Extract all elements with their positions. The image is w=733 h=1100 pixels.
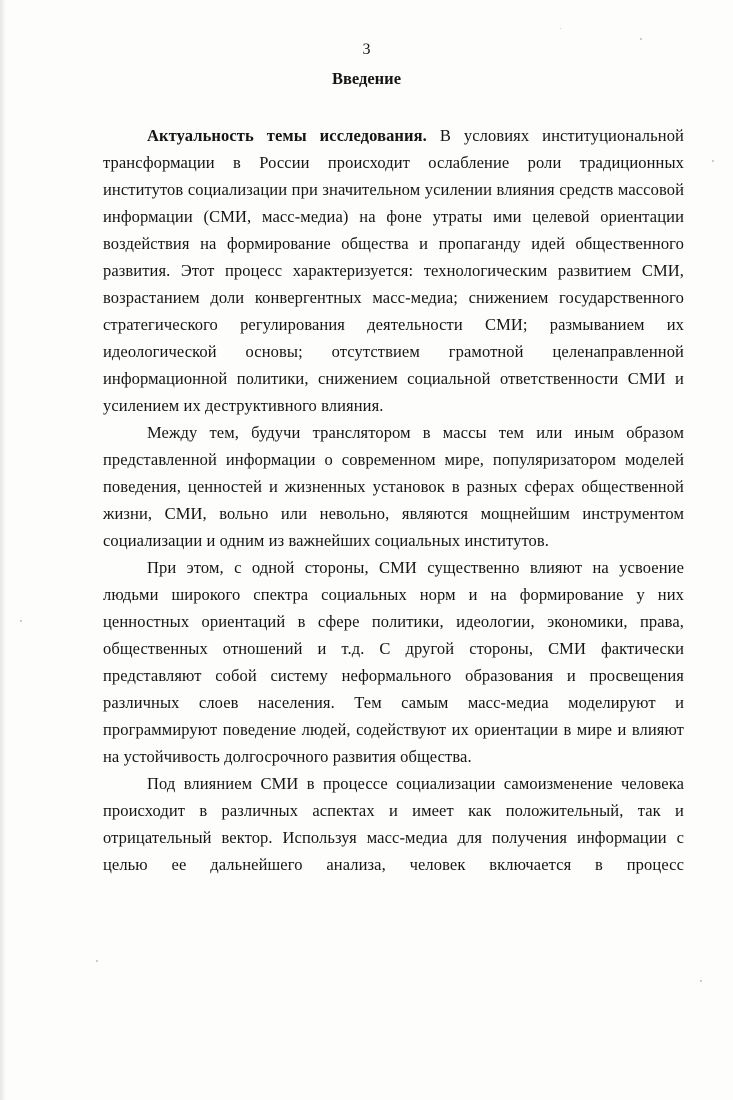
paragraph-text: В условиях институциональной трансформации в России происходит ослабление роли традиционных институтов социализации при значительном усилении влияния средств массовой информации (СМИ, масс-медиа) на фоне утраты ими целевой ориентации воздействия на формирование общества и пропаганду идей общественного развития. Этот процесс характеризуется: технологическим развитием СМИ, возрастанием доли конвергентных масс-медиа; снижением государственного стратегического регулирования деятельности СМИ; размыванием их идеологической основы; отсутствием грамотной целенаправленной информационной политики, снижением социальной ответственности СМИ и усилением их деструктивного влияния. <box>103 126 684 415</box>
paragraph-text: Между тем, будучи транслятором в массы тем или иным образом представленной информации о современном мире, популяризатором моделей поведения, ценностей и жизненных установок в разных сферах общественной жизни, СМИ, вольно или невольно, являются мощнейшим инструментом социализации и одним из важнейших социальных институтов. <box>103 423 684 550</box>
scan-speck <box>96 960 98 962</box>
paragraph-text: При этом, с одной стороны, СМИ существенно влияют на усвоение людьми широкого спектра социальных норм и на формирование у них ценностных ориентаций в сфере политики, идеологии, экономики, права, общественных отношений и т.д. С другой стороны, СМИ фактически представляют собой систему неформального образования и просвещения различных слоев населения. Тем самым масс-медиа моделируют и программируют поведение людей, содействуют их ориентации в мире и влияют на устойчивость долгосрочного развития общества. <box>103 558 684 766</box>
body-text <box>103 122 684 878</box>
paragraph-media-role <box>103 419 684 554</box>
page-number: 3 <box>362 41 371 58</box>
paragraph-lead: Актуальность темы исследования. <box>147 126 427 145</box>
paragraph-relevance <box>103 122 684 419</box>
section-heading: Введение <box>331 69 402 88</box>
scan-speck <box>640 38 642 40</box>
scan-edge-shadow <box>0 0 6 1100</box>
scan-speck <box>700 980 702 982</box>
paragraph-text: Под влиянием СМИ в процессе социализации самоизменение человека происходит в различных аспектах и имеет как положительный, так и отрицательный вектор. Используя масс-медиа для получения информации с целью ее дальнейшего анализа, человек включается в процесс <box>103 774 684 874</box>
scan-speck <box>712 160 714 162</box>
scan-speck <box>560 28 561 29</box>
scan-speck <box>20 620 22 622</box>
paragraph-media-influence <box>103 554 684 770</box>
paragraph-socialization <box>103 770 684 878</box>
